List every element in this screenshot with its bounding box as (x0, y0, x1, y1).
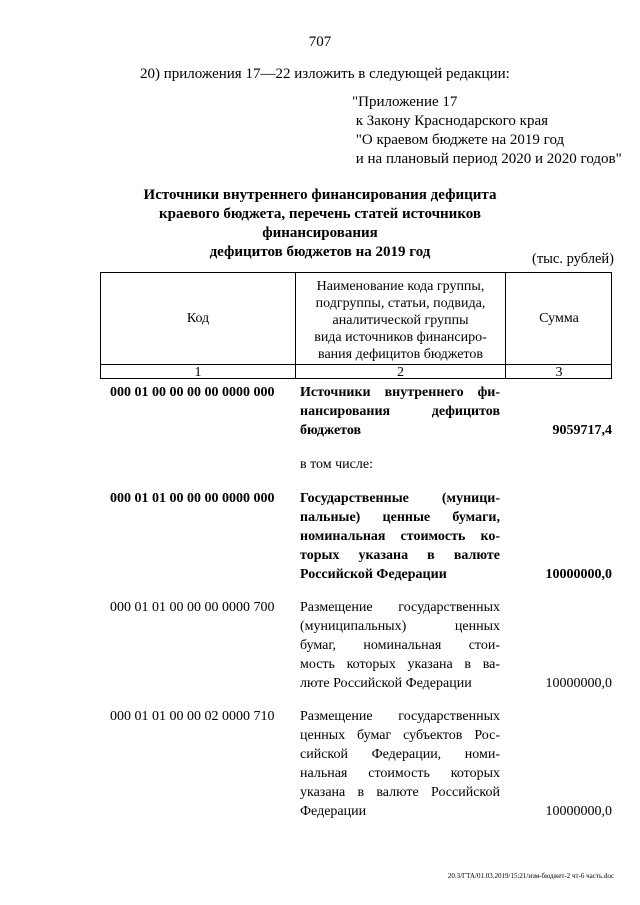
row-name (300, 598, 500, 693)
title-line-3: дефицитов бюджетов на 2019 год (209, 244, 431, 260)
row-name-line: Размещение государственных (300, 709, 500, 724)
row-name-line: мость которых указана в ва- (300, 657, 500, 672)
column-number-3: 3 (555, 365, 563, 380)
row-sum: 10000000,0 (545, 567, 612, 582)
header-code: Код (186, 311, 210, 326)
row-name-line: ценных бумаг субъектов Рос- (300, 728, 500, 743)
row-name-line: (муниципальных) ценных (300, 619, 500, 634)
footer-filename: 20.3/ГТА/01.03.2019/15:21/изм-бюджет-2 чт-6 часть.doc (447, 872, 614, 880)
row-code: 000 01 00 00 00 00 0000 000 (110, 385, 275, 400)
row-name (300, 707, 500, 821)
row-code: 000 01 01 00 00 00 0000 000 (110, 491, 275, 506)
title-line-2: краевого бюджета, перечень статей источников финансирования (158, 206, 482, 241)
row-name-line: Государственные (муници- (300, 491, 500, 506)
row-name-line: люте Российской Федерации (300, 676, 472, 691)
appendix-line-1: "Приложение 17 (352, 94, 458, 110)
row-name-line: Федерации (300, 804, 367, 819)
intro-text: 20) приложения 17—22 изложить в следующей редакции: (140, 66, 510, 82)
appendix-header (352, 93, 622, 169)
column-number-1: 1 (194, 365, 202, 380)
row-name-line: Российской Федерации (300, 567, 447, 582)
row-name-line: нальная стоимость которых (300, 766, 500, 781)
row-name-line: нансирования дефицитов (300, 404, 500, 419)
row-name-line: Размещение государственных (300, 600, 500, 615)
document-title (100, 186, 540, 262)
row-name (300, 489, 500, 584)
row-name-line: Источники внутреннего фи- (300, 385, 500, 400)
header-name-line: подгруппы, статьи, подвида, (315, 296, 486, 311)
row-name (300, 383, 500, 440)
row-name-line: в том числе: (300, 457, 373, 472)
row-name-line: бюджетов (300, 423, 362, 438)
row-sum: 10000000,0 (545, 676, 612, 691)
row-sum: 9059717,4 (552, 423, 612, 438)
table-header (100, 272, 612, 379)
header-name (296, 278, 505, 363)
title-line-1: Источники внутреннего финансирования дефицита (143, 187, 497, 203)
row-name-line: сийской Федерации, номи- (300, 747, 500, 762)
appendix-line-4: и на плановый период 2020 и 2020 годов" (355, 151, 622, 167)
row-name (300, 455, 500, 474)
row-name-line: указана в валюте Российской (300, 785, 500, 800)
row-name-line: пальные) ценные бумаги, (300, 510, 500, 525)
row-name-line: торых указана в валюте (300, 548, 500, 563)
header-name-line: Наименование кода группы, (316, 279, 485, 294)
row-name-line: бумаг, номинальная стои- (300, 638, 500, 653)
row-code: 000 01 01 00 00 02 0000 710 (110, 709, 275, 724)
header-name-line: вания дефицитов бюджетов (318, 347, 483, 362)
appendix-line-2: к Закону Краснодарского края (355, 113, 549, 129)
header-name-line: аналитической группы (332, 313, 469, 328)
unit-label: (тыс. рублей) (532, 251, 614, 267)
row-sum: 10000000,0 (545, 804, 612, 819)
row-code: 000 01 01 00 00 00 0000 700 (110, 600, 275, 615)
header-sum: Сумма (539, 311, 579, 326)
header-name-line: вида источников финансиро- (314, 330, 487, 345)
appendix-line-3: "О краевом бюджете на 2019 год (355, 132, 565, 148)
row-name-line: номинальная стоимость ко- (300, 529, 500, 544)
page-number: 707 (308, 34, 332, 50)
column-number-2: 2 (397, 365, 404, 380)
